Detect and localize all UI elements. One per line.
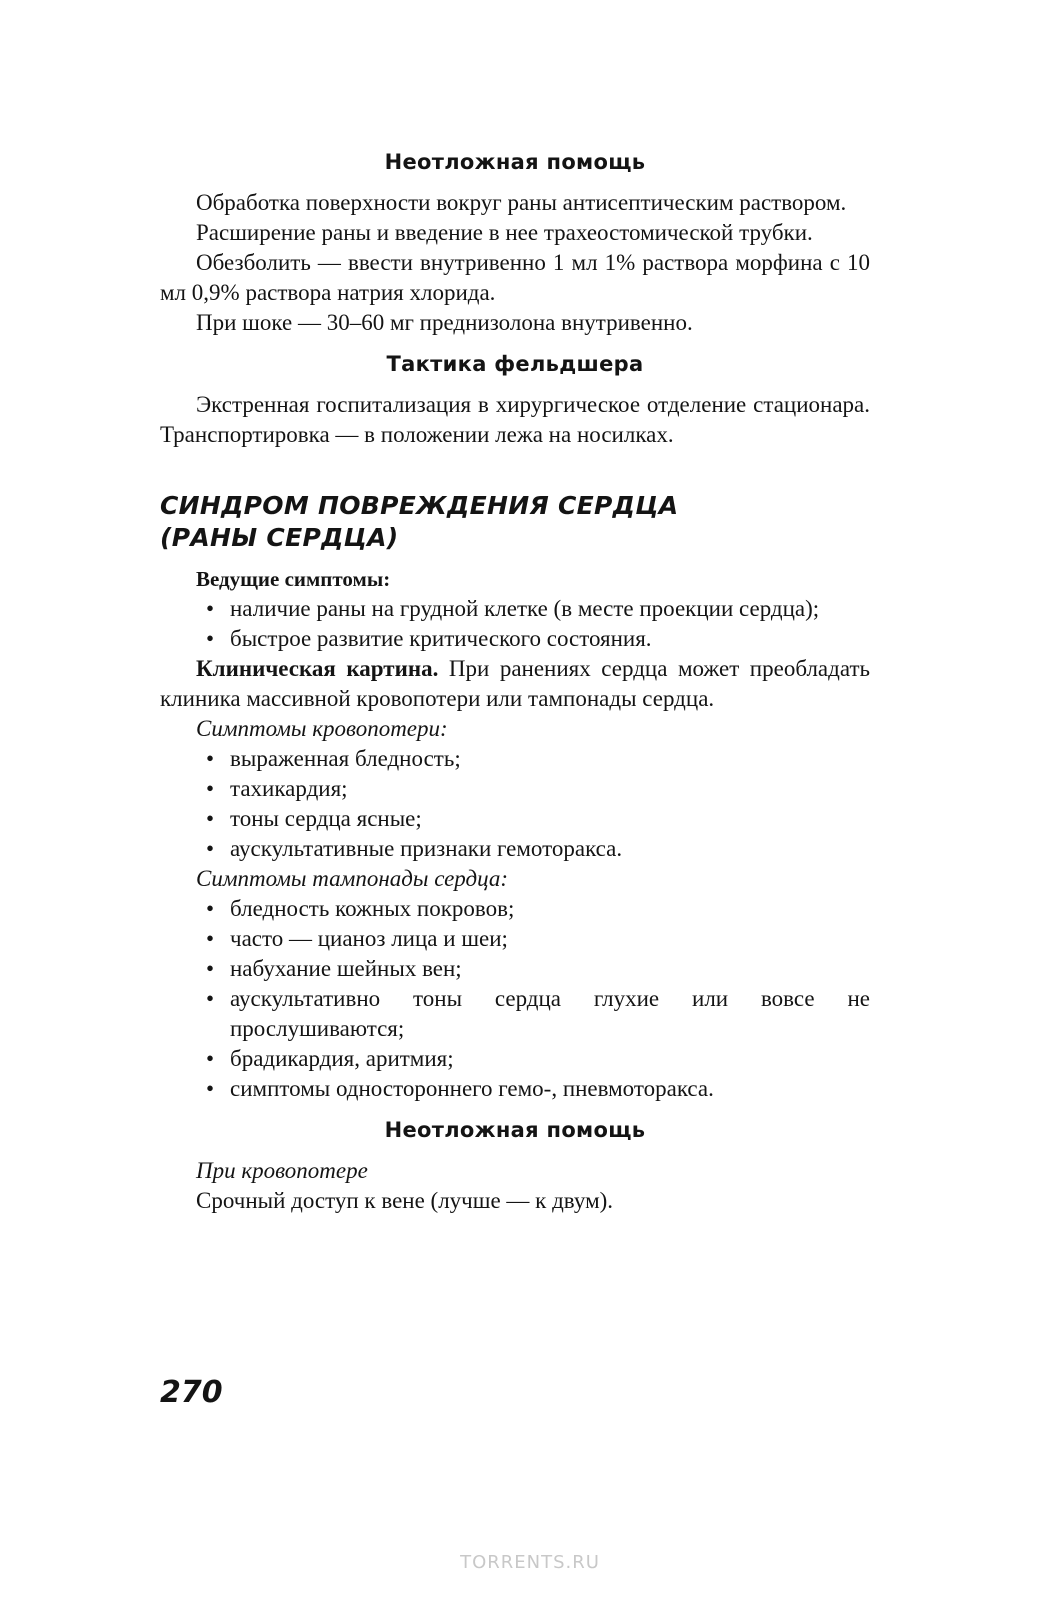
paragraph: Экстренная госпитализация в хирургическое отделение стационара. Транспортировка — в положении лежа на носилках.: [160, 392, 870, 447]
blood-loss-label: Симптомы кровопотери:: [196, 716, 448, 741]
paragraph: Срочный доступ к вене (лучше — к двум).: [196, 1188, 614, 1213]
section-heading-paramedic-tactics: Тактика фельдшера: [386, 352, 644, 376]
list-item: • наличие раны на грудной клетке (в месте проекции сердца);: [206, 594, 870, 624]
list-item: • быстрое развитие критического состояния.: [206, 624, 870, 654]
chapter-title-line2: (РАНЫ СЕРДЦА): [160, 523, 399, 552]
page-content: [160, 150, 870, 1216]
list-item: • набухание шейных вен;: [206, 954, 870, 984]
section-heading-emergency-care-2: Неотложная помощь: [384, 1118, 646, 1142]
list-item: • брадикардия, аритмия;: [206, 1044, 870, 1074]
chapter-title: [160, 490, 870, 554]
clinical-picture-label: Клиническая картина.: [196, 656, 439, 681]
page-number: 270: [160, 1375, 223, 1410]
watermark: TORRENTS.RU: [460, 1552, 600, 1573]
section-heading-emergency-care: Неотложная помощь: [384, 150, 646, 174]
blood-loss-subheading: При кровопотере: [196, 1158, 368, 1183]
clinical-picture-paragraph: [160, 654, 870, 714]
leading-symptoms-list: [160, 594, 870, 654]
tamponade-label: Симптомы тампонады сердца:: [196, 866, 509, 891]
paragraph: Обезболить — ввести внутривенно 1 мл 1% раствора морфина с 10 мл 0,9% раствора натрия хлорида.: [160, 250, 870, 305]
list-item: • аускультативные признаки гемоторакса.: [206, 834, 870, 864]
list-item: • тахикардия;: [206, 774, 870, 804]
list-item: • аускультативно тоны сердца глухие или вовсе не прослушиваются;: [206, 984, 870, 1044]
blood-loss-list: [160, 744, 870, 864]
leading-symptoms-label: Ведущие симптомы:: [196, 567, 391, 591]
list-item: • выраженная бледность;: [206, 744, 870, 774]
list-item: • бледность кожных покровов;: [206, 894, 870, 924]
paragraph: Обработка поверхности вокруг раны антисептическим раствором.: [196, 190, 847, 215]
list-item: • часто — цианоз лица и шеи;: [206, 924, 870, 954]
tamponade-list: [160, 894, 870, 1104]
list-item: • тоны сердца ясные;: [206, 804, 870, 834]
clinical-picture-text: При ранениях сердца может преобладать клиника массивной кровопотери или тампонады сердца.: [160, 656, 870, 711]
chapter-title-line1: СИНДРОМ ПОВРЕЖДЕНИЯ СЕРДЦА: [160, 491, 679, 520]
paragraph: При шоке — 30–60 мг преднизолона внутривенно.: [196, 310, 693, 335]
list-item: • симптомы одностороннего гемо-, пневмоторакса.: [206, 1074, 870, 1104]
paragraph: Расширение раны и введение в нее трахеостомической трубки.: [196, 220, 813, 245]
